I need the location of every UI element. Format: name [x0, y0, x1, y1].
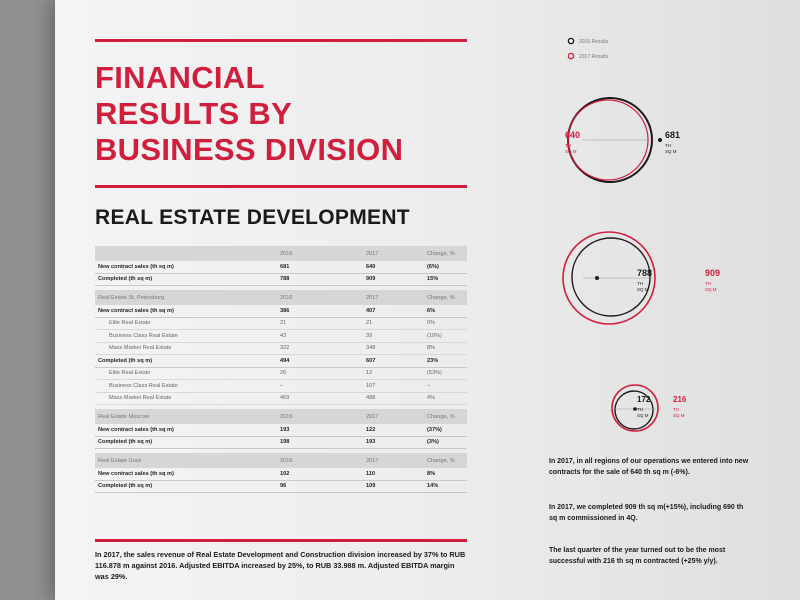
table-cell: 681	[277, 261, 363, 273]
table-row	[95, 317, 467, 330]
table-cell: (53%)	[424, 367, 467, 380]
table-header-row	[95, 409, 467, 424]
unit-2016-line2: SQ M	[637, 287, 649, 292]
table-cell: 607	[363, 355, 424, 368]
table-cell: 8%	[424, 468, 467, 480]
table-cell: New contract sales (th sq m)	[95, 424, 277, 436]
table-header-row	[95, 246, 467, 261]
revenue-footnote: In 2017, the sales revenue of Real Estate Development and Construction division increased by 37% to RUB 116.878 m against 2016. Adjusted EBITDA increased by 25%, to RUB 33.988 m. Adjusted EBITDA margin was 29%.	[95, 550, 466, 581]
table-cell: 494	[277, 355, 363, 368]
table-cell: Completed (th sq m)	[95, 355, 277, 368]
table-cell: 8%	[424, 342, 467, 355]
table-cell: –	[277, 380, 363, 393]
table-cell: 2016	[277, 453, 363, 468]
table-cell: 21	[277, 317, 363, 330]
table-cell: 788	[277, 273, 363, 286]
unit-2016-line2: SQ M	[637, 413, 649, 418]
table-cell: 107	[363, 380, 424, 393]
table-row	[95, 273, 467, 286]
table-cell: 2017	[363, 290, 424, 305]
report-page	[55, 0, 800, 600]
legend-2016-marker	[568, 38, 573, 43]
table-row	[95, 261, 467, 273]
table-cell: Business Class Real Estate	[95, 330, 277, 343]
unit-2016-line1: TH	[637, 407, 643, 412]
table-cell: 96	[277, 480, 363, 493]
table-cell: Real Estate Moscow	[95, 409, 277, 424]
table-cell: 198	[277, 436, 363, 449]
table-cell: 640	[363, 261, 424, 273]
unit-2016-line1: TH	[665, 143, 671, 148]
table-header-row	[95, 290, 467, 305]
table-cell: 909	[363, 273, 424, 286]
table-cell: Completed (th sq m)	[95, 273, 277, 286]
note-q4: The last quarter of the year turned out to be the most successful with 216 th sq m contracted (+25% y/y).	[549, 547, 726, 565]
results-table-body	[95, 246, 467, 493]
note-completed: In 2017, we completed 909 th sq m(+15%), including 690 th sq m commissioned in 4Q.	[549, 504, 744, 522]
title-underline-rule	[95, 185, 467, 188]
unit-2017-line1: TH	[673, 407, 679, 412]
value-2016: 788	[637, 268, 653, 278]
note-new-contracts: In 2017, in all regions of our operations we entered into new contracts for the sale of 640 th sq m (-6%).	[549, 458, 749, 476]
value-2017: 909	[705, 268, 721, 278]
table-cell: 469	[277, 392, 363, 405]
table-cell: Elite Real Estate	[95, 317, 277, 330]
table-cell: Mass Market Real Estate	[95, 392, 277, 405]
table-cell: 110	[363, 468, 424, 480]
title-line-1: FINANCIAL	[95, 60, 265, 95]
table-cell: 2016	[277, 290, 363, 305]
table-cell: 2017	[363, 409, 424, 424]
title-line-3: BUSINESS DIVISION	[95, 132, 404, 167]
circle-group-q4-contracts	[612, 385, 687, 431]
table-cell: Completed (th sq m)	[95, 436, 277, 449]
table-cell: (10%)	[424, 330, 467, 343]
table-cell: 6%	[424, 305, 467, 317]
table-cell: (6%)	[424, 261, 467, 273]
table-row	[95, 424, 467, 436]
table-row	[95, 380, 467, 393]
table-cell: Business Class Real Estate	[95, 380, 277, 393]
table-cell: Change, %	[424, 409, 467, 424]
table-row	[95, 392, 467, 405]
table-cell: Real Estate St. Petersburg	[95, 290, 277, 305]
table-cell: 193	[277, 424, 363, 436]
circle-group-new-contracts	[565, 98, 680, 182]
table-cell: Change, %	[424, 246, 467, 261]
table-row	[95, 367, 467, 380]
table-cell: 26	[277, 367, 363, 380]
table-cell: Elite Real Estate	[95, 367, 277, 380]
legend-2017-label: 2017 Results	[579, 54, 609, 60]
table-cell: New contract sales (th sq m)	[95, 261, 277, 273]
table-row	[95, 436, 467, 449]
unit-2017-line2: SQ M	[565, 149, 577, 154]
table-row	[95, 342, 467, 355]
legend	[568, 38, 608, 60]
unit-2016-line2: SQ M	[665, 149, 677, 154]
unit-2016-line1: TH	[637, 281, 643, 286]
legend-2016-label: 2016 Results	[579, 39, 609, 45]
legend-2017-marker	[568, 53, 573, 58]
table-cell: 21	[363, 317, 424, 330]
table-row	[95, 305, 467, 317]
center-dot	[658, 138, 662, 142]
table-cell: 386	[277, 305, 363, 317]
table-row	[95, 330, 467, 343]
table-cell: 2016	[277, 409, 363, 424]
table-cell: 0%	[424, 317, 467, 330]
value-2017: 216	[673, 395, 687, 404]
table-cell: 109	[363, 480, 424, 493]
table-cell: 322	[277, 342, 363, 355]
unit-2017-line2: SQ M	[673, 413, 685, 418]
page-title	[95, 60, 475, 168]
top-rule	[95, 39, 467, 42]
table-cell: 407	[363, 305, 424, 317]
table-cell: 488	[363, 392, 424, 405]
table-header-row	[95, 453, 467, 468]
table-cell: Real Estate Urals	[95, 453, 277, 468]
table-cell: 14%	[424, 480, 467, 493]
circle-group-completed	[563, 232, 720, 324]
table-cell: 122	[363, 424, 424, 436]
table-cell: New contract sales (th sq m)	[95, 468, 277, 480]
table-cell	[95, 246, 277, 261]
sales-circles-graphic	[555, 28, 721, 448]
table-cell: New contract sales (th sq m)	[95, 305, 277, 317]
table-cell: Mass Market Real Estate	[95, 342, 277, 355]
table-row	[95, 355, 467, 368]
section-subtitle: REAL ESTATE DEVELOPMENT	[95, 206, 410, 229]
table-cell: 39	[363, 330, 424, 343]
table-cell: (37%)	[424, 424, 467, 436]
table-cell: 2017	[363, 246, 424, 261]
table-cell: 23%	[424, 355, 467, 368]
table-row	[95, 468, 467, 480]
table-cell: 15%	[424, 273, 467, 286]
table-cell: 12	[363, 367, 424, 380]
title-line-2: RESULTS BY	[95, 96, 293, 131]
table-row	[95, 480, 467, 493]
value-2016: 681	[665, 130, 681, 140]
table-cell: Change, %	[424, 290, 467, 305]
unit-2017-line2: SQ M	[705, 287, 717, 292]
table-cell: 348	[363, 342, 424, 355]
bottom-rule	[95, 539, 467, 542]
table-cell: Change, %	[424, 453, 467, 468]
table-cell: 43	[277, 330, 363, 343]
results-table	[95, 246, 467, 493]
value-2016: 172	[637, 395, 651, 404]
center-dot	[595, 276, 599, 280]
table-cell: Completed (th sq m)	[95, 480, 277, 493]
unit-2017-line1: TH	[705, 281, 711, 286]
table-cell: 193	[363, 436, 424, 449]
table-cell: 4%	[424, 392, 467, 405]
unit-2017-line1: TH	[565, 143, 571, 148]
table-cell: –	[424, 380, 467, 393]
value-2017: 640	[565, 130, 581, 140]
table-cell: 2016	[277, 246, 363, 261]
table-cell: 102	[277, 468, 363, 480]
table-cell: (3%)	[424, 436, 467, 449]
table-cell: 2017	[363, 453, 424, 468]
